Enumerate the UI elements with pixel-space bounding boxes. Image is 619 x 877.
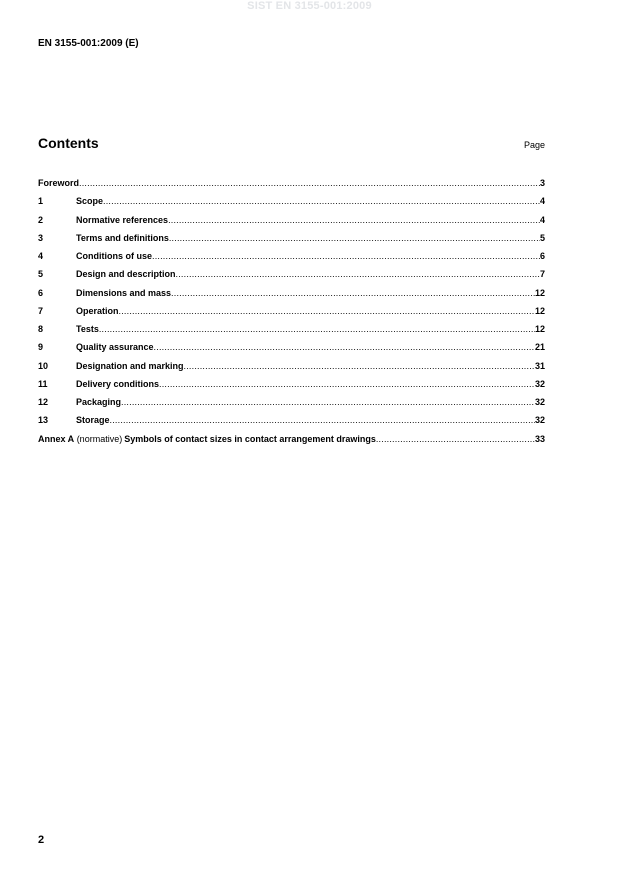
document-id: EN 3155-001:2009 (E) <box>38 38 139 49</box>
dot-leader <box>99 320 535 338</box>
toc-entry-clause[interactable] <box>38 211 545 229</box>
dot-leader <box>159 375 535 393</box>
dot-leader <box>119 302 535 320</box>
watermark: SIST EN 3155-001:2009 <box>247 0 372 12</box>
toc-entry-clause[interactable] <box>38 247 545 265</box>
toc-entry-title: Symbols of contact sizes in contact arrangement drawings <box>124 433 376 444</box>
toc-entry-clause[interactable] <box>38 229 545 247</box>
toc-entry-number: 2 <box>38 214 44 225</box>
dot-leader <box>110 411 535 429</box>
toc-entry-title: Tests <box>76 324 99 334</box>
page-number: 2 <box>38 834 45 846</box>
toc-entry-page: 4 <box>539 214 545 225</box>
toc-entry-page: 12 <box>534 305 545 316</box>
toc-entry-clause[interactable] <box>38 357 545 375</box>
contents-heading: Contents <box>38 135 99 151</box>
toc-entry-title: Storage <box>76 415 110 426</box>
dot-leader <box>171 284 535 302</box>
dot-leader <box>376 430 535 448</box>
toc-entry-clause[interactable] <box>38 302 545 320</box>
dot-leader <box>169 229 540 247</box>
toc-entry-page: 4 <box>539 196 545 207</box>
toc-entry-title: Packaging <box>76 397 122 407</box>
toc-entry-title: Terms and definitions <box>76 232 169 243</box>
toc-entry-title: Quality assurance <box>76 342 154 353</box>
toc-entry-page: 6 <box>539 251 545 261</box>
toc-entry-title: Foreword <box>38 178 80 188</box>
toc-entry-number: 12 <box>38 397 49 407</box>
toc-entry-page: 33 <box>534 433 545 444</box>
toc-entry-page: 3 <box>539 178 545 188</box>
toc-entry-title: Conditions of use <box>76 251 152 261</box>
toc-entry-number: 1 <box>38 196 44 207</box>
toc-entry-clause[interactable] <box>38 265 545 283</box>
dot-leader <box>176 265 540 283</box>
toc-entry-clause[interactable] <box>38 375 545 393</box>
toc-entry-title: Designation and marking <box>76 360 184 371</box>
toc-entry-page: 31 <box>534 360 545 371</box>
toc-entry-number: 13 <box>38 415 49 426</box>
dot-leader <box>103 192 540 210</box>
toc-entry-number: 8 <box>38 324 44 334</box>
toc-entry-clause[interactable] <box>38 284 545 302</box>
toc-entry-title: Design and description <box>76 269 176 280</box>
dot-leader <box>168 211 540 229</box>
annex-type-text: (normative) <box>76 433 123 444</box>
toc-entry-foreword[interactable] <box>38 174 545 192</box>
toc-entry-page: 21 <box>534 342 545 353</box>
toc-entry-number: 3 <box>38 232 44 243</box>
toc-entry-title: Normative references <box>76 214 169 225</box>
toc-entry-number: 4 <box>38 251 44 261</box>
toc-entry-title: Dimensions and mass <box>76 287 172 298</box>
toc-entry-clause[interactable] <box>38 393 545 411</box>
annex-label: Annex A <box>38 433 75 444</box>
toc-entry-page: 32 <box>534 397 545 407</box>
dot-leader <box>154 338 535 356</box>
toc-entry-number: 10 <box>38 360 49 371</box>
toc-entry-number: 6 <box>38 287 44 298</box>
toc-entry-clause[interactable] <box>38 411 545 429</box>
dot-leader <box>184 357 535 375</box>
dot-leader <box>121 393 535 411</box>
toc-entry-clause[interactable] <box>38 192 545 210</box>
toc-entry-number: 9 <box>38 342 44 353</box>
toc-entry-number: 7 <box>38 305 44 316</box>
toc-entry-page: 12 <box>534 324 545 334</box>
toc-entry-title: Delivery conditions <box>76 378 160 389</box>
dot-leader <box>79 174 540 192</box>
toc-entry-page: 12 <box>534 287 545 298</box>
annex-type <box>74 430 122 448</box>
toc-entry-page: 5 <box>539 232 545 243</box>
dot-leader <box>152 247 540 265</box>
toc-entry-number: 5 <box>38 269 44 280</box>
toc-entry-page: 32 <box>534 378 545 389</box>
toc-entry-page: 7 <box>539 269 545 280</box>
table-of-contents <box>38 174 545 448</box>
toc-entry-clause[interactable] <box>38 338 545 356</box>
toc-entry-page: 32 <box>534 415 545 426</box>
toc-entry-title: Operation <box>76 305 119 316</box>
toc-entry-annex-a[interactable] <box>38 430 545 448</box>
toc-entry-number: 11 <box>38 378 48 389</box>
page-column-label: Page <box>523 140 545 150</box>
toc-entry-title: Scope <box>76 196 104 207</box>
toc-entry-clause[interactable] <box>38 320 545 338</box>
